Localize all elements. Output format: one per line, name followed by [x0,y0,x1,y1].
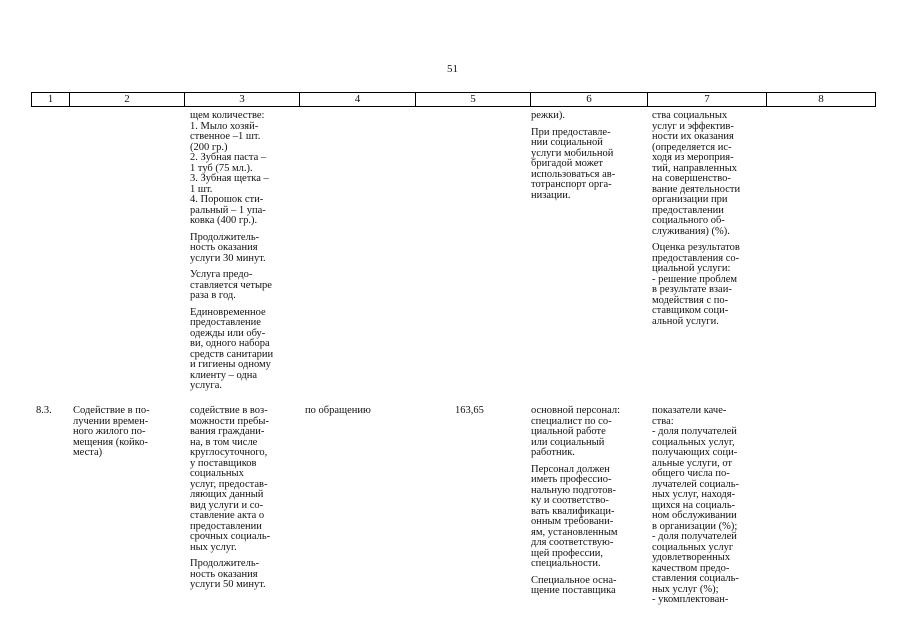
row-number: 8.3. [36,405,52,416]
cell-paragraph: щем количестве: 1. Мыло хозяй- ственное –1 шт. (200 гр.) 2. Зубная паста – 1 туб (75 мл.). 3. Зубная щетка – 1 шт. 4. Порошок сти- ральный – 1 упа- ковка (400 гр.). [190,110,269,226]
cell-paragraph: При предоставле- нии социальной услуги мобильной бригадой может использоваться ав- тотранспорт орга- низации. [531,126,616,201]
column-header-3: 3 [185,93,300,106]
column-header-7: 7 [648,93,767,106]
service-name: Содействие в по- лучении времен- ного жилого по- мещения (койко- места) [73,405,150,458]
continuation-quality-indicators [652,111,764,327]
cell-paragraph: Специальное осна- щение поставщика [531,574,617,596]
continuation-conditions [531,111,637,201]
column-header-5: 5 [416,93,531,106]
cell-paragraph: содействие в воз- можности пребы- вания граждани- на, в том числе круглосуточного, у поставщиков социальных услуг, предостав- ляющих данный вид услуги и со- ставление акта о предоставлении срочных социаль- ных услуг. [190,405,271,553]
cell-paragraph: ства социальных услуг и эффектив- ности их оказания (определяется ис- ходя из мероприя- тий, направленных на совершенство- вание деятельности организации при предоставлении социального об- служивания) (%). [652,110,741,237]
cell-paragraph: Продолжитель- ность оказания услуги 30 минут. [190,231,266,264]
column-header-2: 2 [70,93,185,106]
page-number: 51 [447,63,458,75]
column-header-4: 4 [300,93,416,106]
service-conditions [531,406,637,597]
column-header-6: 6 [531,93,648,106]
service-quality-indicators: показатели каче- ства: - доля получателей социальных услуг, получающих соци- альные услуги, от общего числа по- лучателей социаль- ных услуг, находя- щихся на социаль- ном обслуживании в организации (%); - доля получателей социальных услуг удовлетворенных качеством предо- ставления социаль- ных услуг (%); - укомплектован- [652,405,739,605]
cell-paragraph: Персонал должен иметь профессио- нальную подготов- ку и соответство- вать квалификаци- онным требовани- ям, установленным для соответствую- щей профессии, специальности. [531,463,618,569]
cell-paragraph: основной персонал: специалист по со- циальной работе или социальный работник. [531,405,621,458]
cell-paragraph: режки). [531,110,566,121]
service-frequency: по обращению [305,405,371,416]
continuation-service-content [190,111,295,392]
service-description [190,406,295,591]
table-header-row [31,92,876,107]
cell-paragraph: Единовременное предоставление одежды или обу- ви, одного набора средств санитарии и гигиены одному клиенту – одна услуга. [190,306,274,391]
column-header-1: 1 [32,93,70,106]
cell-paragraph: Услуга предо- ставляется четыре раза в год. [190,269,272,301]
service-rate: 163,65 [455,405,484,416]
cell-paragraph: Продолжитель- ность оказания услуги 50 минут. [190,558,266,590]
cell-paragraph: Оценка результатов предоставления со- циальной услуги: - решение проблем в результате взаи- модействия с по- ставщиком соци- альной услуги. [652,242,740,327]
column-header-8: 8 [818,93,824,105]
